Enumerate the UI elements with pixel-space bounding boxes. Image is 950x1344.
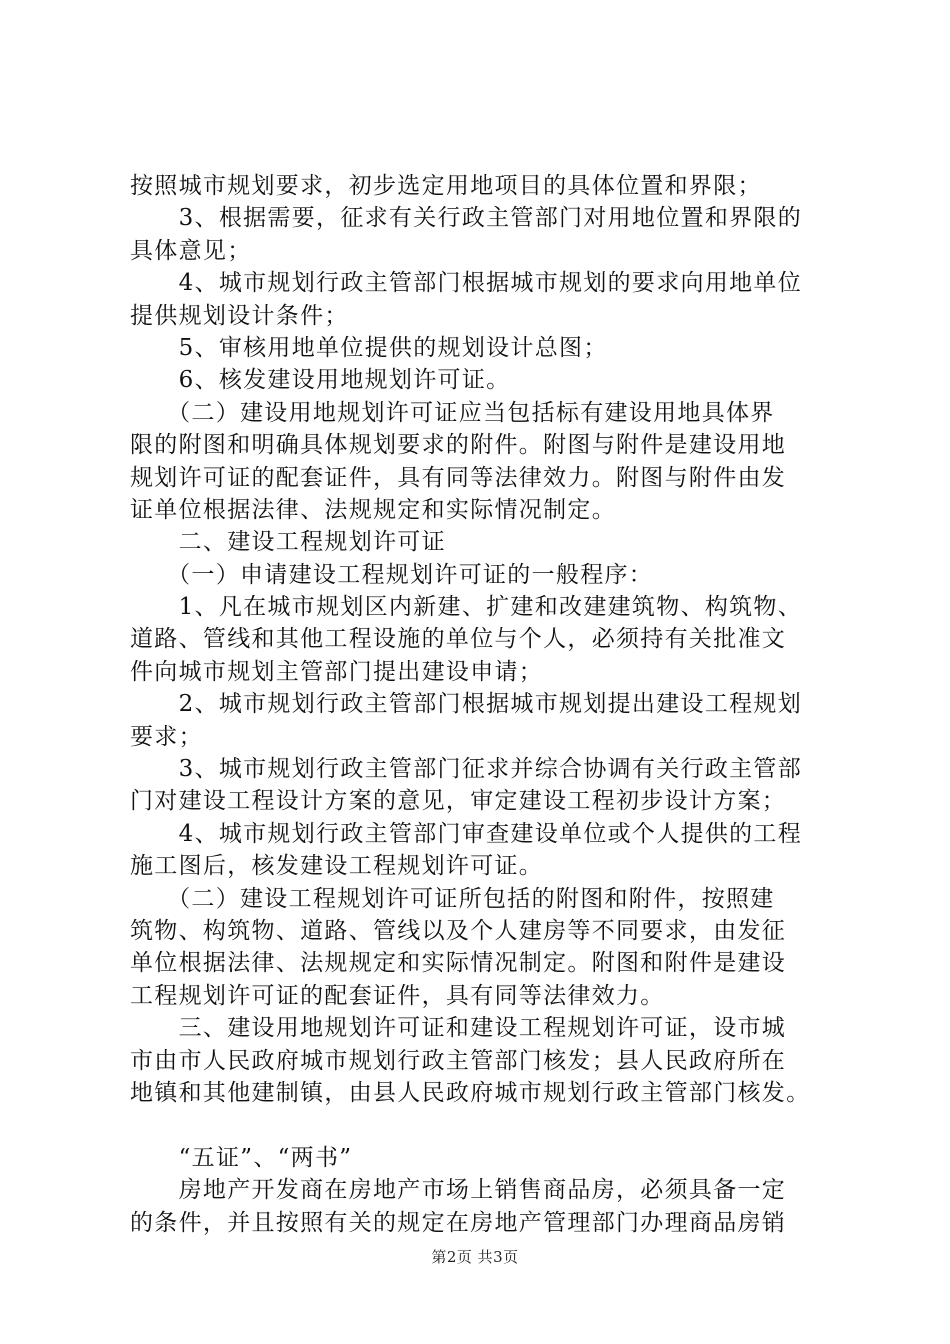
text-line: 地镇和其他建制镇，由县人民政府城市规划行政主管部门核发。 — [130, 1079, 811, 1106]
text-line: 门对建设工程设计方案的意见，审定建设工程初步设计方案； — [130, 788, 787, 815]
text-line: 房地产开发商在房地产市场上销售商品房，必须具备一定 — [130, 1177, 787, 1204]
paragraph-gap — [130, 1109, 830, 1141]
text-line: 4、城市规划行政主管部门审查建设单位或个人提供的工程 — [130, 820, 803, 847]
text-line: 6、核发建设用地规划许可证。 — [130, 367, 511, 394]
text-line: 按照城市规划要求，初步选定用地项目的具体位置和界限； — [130, 173, 762, 199]
text-line: 2、城市规划行政主管部门根据城市规划提出建设工程规划 — [130, 691, 803, 718]
text-line: 5、审核用地单位提供的规划设计总图； — [130, 334, 608, 361]
text-line: 件向城市规划主管部门提出建设申请； — [130, 658, 544, 685]
text-line: （二）建设用地规划许可证应当包括标有建设用地具体界 — [130, 399, 775, 426]
document-body — [130, 170, 830, 1239]
text-line: 的条件，并且按照有关的规定在房地产管理部门办理商品房销 — [130, 1209, 787, 1236]
text-line: 道路、管线和其他工程设施的单位与个人，必须持有关批准文 — [130, 626, 787, 653]
text-line: 证单位根据法律、法规规定和实际情况制定。 — [130, 496, 616, 523]
text-line: （二）建设工程规划许可证所包括的附图和附件，按照建 — [130, 885, 775, 912]
text-line: 市由市人民政府城市规划行政主管部门核发；县人民政府所在 — [130, 1047, 787, 1074]
text-line: 要求； — [130, 723, 203, 750]
text-line: 1、凡在城市规划区内新建、扩建和改建建筑物、构筑物、 — [130, 594, 803, 621]
text-line: 规划许可证的配套证件，具有同等法律效力。附图与附件由发 — [130, 464, 787, 491]
text-line: 工程规划许可证的配套证件，具有同等法律效力。 — [130, 982, 665, 1009]
text-line: （一）申请建设工程规划许可证的一般程序： — [130, 561, 654, 588]
text-line: 3、城市规划行政主管部门征求并综合协调有关行政主管部 — [130, 756, 803, 783]
section-title: “五证”、“两书” — [130, 1144, 353, 1171]
text-line: 施工图后，核发建设工程规划许可证。 — [130, 853, 544, 880]
text-line: 三、建设用地规划许可证和建设工程规划许可证，设市城 — [130, 1015, 787, 1042]
text-line: 3、根据需要，征求有关行政主管部门对用地位置和界限的 — [130, 205, 803, 232]
text-line: 具体意见； — [130, 237, 252, 264]
section-heading: 二、建设工程规划许可证 — [130, 529, 446, 556]
text-line: 提供规划设计条件； — [130, 302, 349, 329]
page-number: 第2页 共3页 — [431, 1248, 519, 1266]
text-line: 限的附图和明确具体规划要求的附件。附图与附件是建设用地 — [130, 432, 787, 459]
text-line: 筑物、构筑物、道路、管线以及个人建房等不同要求，由发征 — [130, 917, 787, 944]
text-line: 单位根据法律、法规规定和实际情况制定。附图和附件是建设 — [130, 950, 787, 977]
text-line: 4、城市规划行政主管部门根据城市规划的要求向用地单位 — [130, 270, 803, 297]
